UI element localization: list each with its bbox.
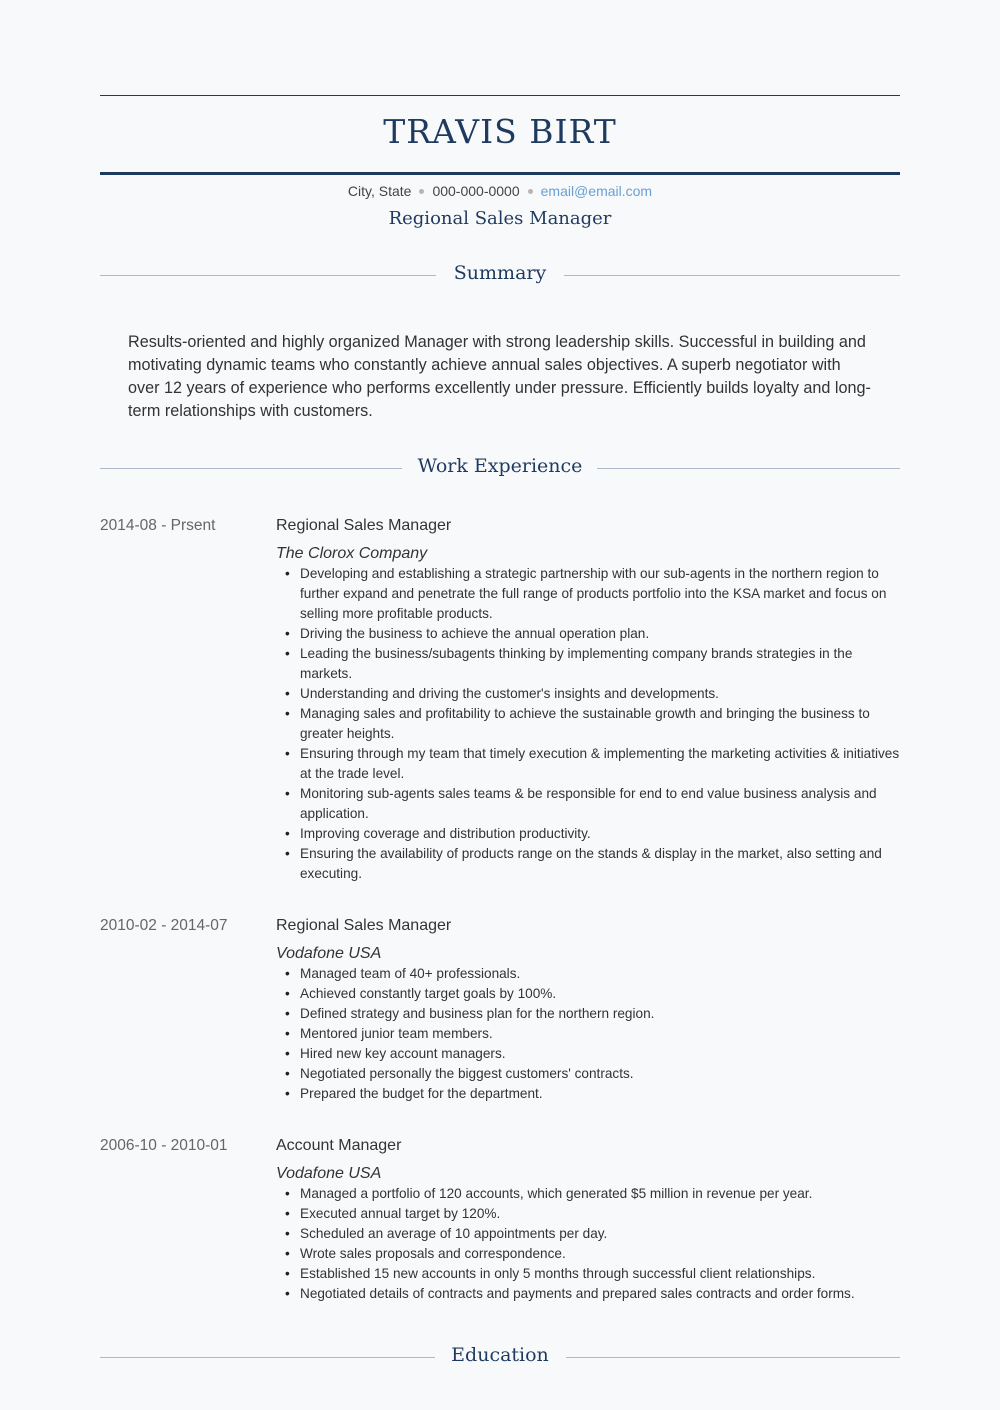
job-bullet: • Established 15 new accounts in only 5 months through successful client relationships. <box>300 1264 900 1284</box>
job-bullet: • Hired new key account managers. <box>300 1044 900 1064</box>
job-dates: 2006-10 - 2010-01 <box>100 1137 228 1154</box>
job-bullet-list <box>276 564 900 884</box>
contact-line <box>100 183 900 199</box>
job-headline: Regional Sales Manager <box>388 208 612 229</box>
job-bullet: • Prepared the budget for the department. <box>300 1084 900 1104</box>
section-title-experience: Work Experience <box>417 455 583 477</box>
job-title: Regional Sales Manager <box>276 917 452 934</box>
job-bullet: • Negotiated details of contracts and payments and prepared sales contracts and order forms. <box>300 1284 900 1304</box>
job-bullet: • Wrote sales proposals and correspondence. <box>300 1244 900 1264</box>
job-bullet: • Defined strategy and business plan for the northern region. <box>300 1004 900 1024</box>
job-bullet: • Leading the business/subagents thinking by implementing company brands strategies in the markets. <box>300 644 900 684</box>
job-bullet: • Monitoring sub-agents sales teams & be responsible for end to end value business analysis and application. <box>300 784 900 824</box>
contact-email-link[interactable]: email@email.com <box>540 183 653 199</box>
separator-dot-icon <box>528 189 533 194</box>
job-dates: 2014-08 - Prsent <box>100 517 216 534</box>
job-company: Vodafone USA <box>276 1165 382 1182</box>
job-bullet-list <box>276 1184 900 1304</box>
education-section-header <box>100 1344 900 1372</box>
job-company: The Clorox Company <box>276 545 428 562</box>
section-rule-right <box>597 468 900 469</box>
job-bullet: • Managing sales and profitability to achieve the sustainable growth and bringing the business to greater heights. <box>300 704 900 744</box>
job-dates: 2010-02 - 2014-07 <box>100 917 228 934</box>
job-bullet: • Managed a portfolio of 120 accounts, which generated $5 million in revenue per year. <box>300 1184 900 1204</box>
section-rule-right <box>566 1357 900 1358</box>
candidate-name: TRAVIS BIRT <box>383 112 617 151</box>
job-title: Regional Sales Manager <box>276 517 452 534</box>
job-bullet: • Ensuring through my team that timely execution & implementing the marketing activities & initiatives at the trade level. <box>300 744 900 784</box>
job-bullet: • Understanding and driving the customer's insights and developments. <box>300 684 900 704</box>
job-bullet: • Improving coverage and distribution productivity. <box>300 824 900 844</box>
job-bullet: • Ensuring the availability of products range on the stands & display in the market, also setting and executing. <box>300 844 900 884</box>
job-bullet: • Executed annual target by 120%. <box>300 1204 900 1224</box>
contact-location: City, State <box>347 183 412 199</box>
separator-dot-icon <box>419 189 424 194</box>
summary-section-header <box>100 262 900 290</box>
job-bullet: • Negotiated personally the biggest customers' contracts. <box>300 1064 900 1084</box>
job-bullet: • Achieved constantly target goals by 100%. <box>300 984 900 1004</box>
experience-section-header <box>100 455 900 483</box>
job-bullet: • Mentored junior team members. <box>300 1024 900 1044</box>
job-bullet-list <box>276 964 900 1104</box>
top-divider <box>100 95 900 96</box>
summary-text: Results-oriented and highly organized Manager with strong leadership skills. Successful in building and motivating dynamic teams who constantly achieve annual sales objectives. A superb negotiator with over 12 years of experience who performs excellently under pressure. Efficiently builds loyalty and long-term relationships with customers. <box>128 333 871 420</box>
job-bullet: • Driving the business to achieve the annual operation plan. <box>300 624 900 644</box>
section-title-summary: Summary <box>453 262 547 284</box>
section-rule-right <box>564 275 900 276</box>
contact-phone: 000-000-0000 <box>432 183 520 199</box>
section-title-education: Education <box>451 1344 549 1366</box>
job-bullet: • Managed team of 40+ professionals. <box>300 964 900 984</box>
job-bullet: • Developing and establishing a strategic partnership with our sub-agents in the northern region to further expand and penetrate the full range of products portfolio into the KSA market and focus on selling more profitable products. <box>300 564 900 624</box>
name-underline <box>100 172 900 175</box>
job-company: Vodafone USA <box>276 945 382 962</box>
job-bullet: • Scheduled an average of 10 appointments per day. <box>300 1224 900 1244</box>
job-title: Account Manager <box>276 1137 402 1154</box>
